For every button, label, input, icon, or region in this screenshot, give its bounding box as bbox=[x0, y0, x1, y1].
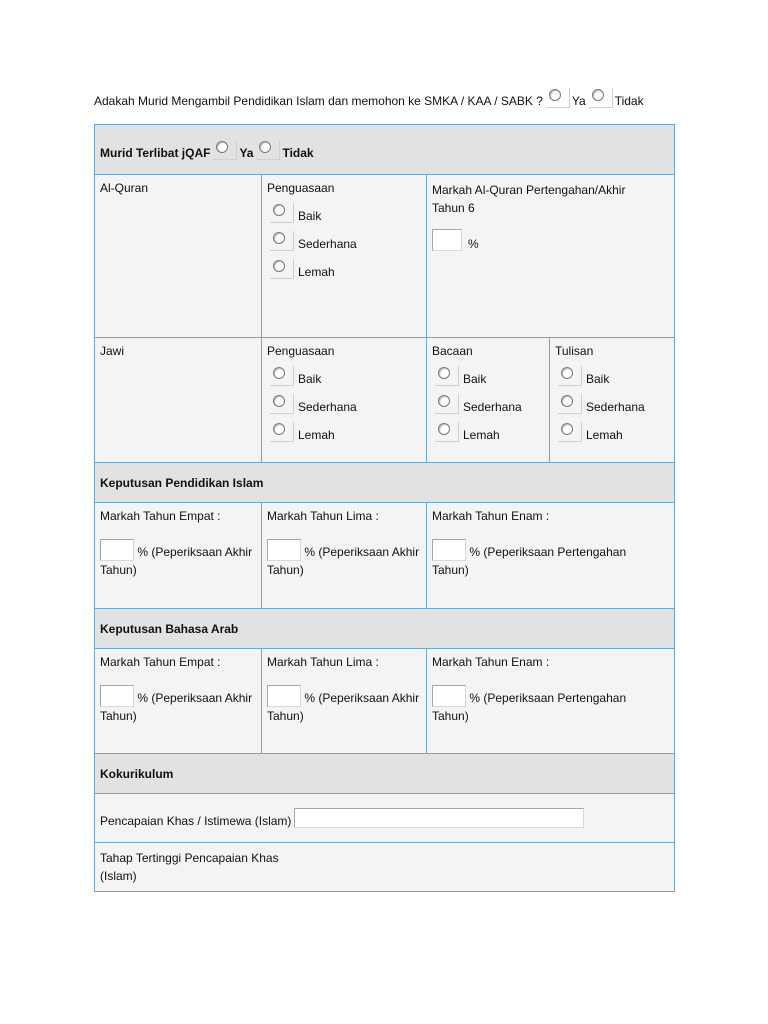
jawi-bacaan-sederhana-radio[interactable] bbox=[435, 394, 459, 414]
pi-tahun-lima-label: Markah Tahun Lima : bbox=[267, 509, 379, 523]
quran-penguasaan-label: Penguasaan bbox=[267, 181, 335, 195]
quran-baik-label: Baik bbox=[298, 209, 322, 223]
jawi-penguasaan-sederhana-label: Sederhana bbox=[298, 400, 357, 414]
smka-no-label: Tidak bbox=[614, 94, 644, 108]
jqaf-yes-radio[interactable] bbox=[213, 140, 237, 160]
smka-no-radio[interactable] bbox=[589, 88, 613, 108]
jqaf-label: Murid Terlibat jQAF bbox=[100, 145, 211, 160]
jqaf-row bbox=[95, 125, 675, 175]
jawi-tulisan-sederhana-label: Sederhana bbox=[586, 400, 645, 414]
jawi-tulisan-cell bbox=[550, 338, 675, 463]
pi-tahun-enam-note: % (Peperiksaan Pertengahan Tahun) bbox=[432, 545, 627, 577]
pi-tahun-empat-label: Markah Tahun Empat : bbox=[100, 509, 221, 523]
pi-tahun-empat-note: % (Peperiksaan Akhir Tahun) bbox=[100, 545, 253, 577]
jawi-tulisan-lemah-label: Lemah bbox=[586, 428, 623, 442]
quran-label: Al-Quran bbox=[95, 175, 262, 338]
quran-lemah-label: Lemah bbox=[298, 265, 335, 279]
jawi-penguasaan-label: Penguasaan bbox=[267, 344, 335, 358]
quran-markah-input[interactable] bbox=[432, 229, 462, 251]
quran-markah-label: Markah Al-Quran Pertengahan/Akhir Tahun 6 bbox=[432, 183, 626, 215]
jawi-penguasaan-baik-radio[interactable] bbox=[270, 366, 294, 386]
jawi-tulisan-sederhana-radio[interactable] bbox=[558, 394, 582, 414]
jawi-bacaan-lemah-radio[interactable] bbox=[435, 422, 459, 442]
pi-tahun-empat-input[interactable] bbox=[100, 539, 134, 561]
jawi-penguasaan-lemah-label: Lemah bbox=[298, 428, 335, 442]
pi-tahun-enam-cell bbox=[427, 503, 675, 609]
quran-sederhana-radio[interactable] bbox=[270, 231, 294, 251]
jqaf-yes-label: Ya bbox=[239, 145, 254, 160]
pendidikan-islam-heading: Keputusan Pendidikan Islam bbox=[95, 463, 675, 503]
quran-sederhana-label: Sederhana bbox=[298, 237, 357, 251]
tahap-tertinggi-cell bbox=[95, 843, 675, 892]
jawi-tulisan-lemah-radio[interactable] bbox=[558, 422, 582, 442]
jawi-label: Jawi bbox=[95, 338, 262, 463]
pi-tahun-enam-input[interactable] bbox=[432, 539, 466, 561]
bahasa-arab-heading: Keputusan Bahasa Arab bbox=[95, 609, 675, 649]
jawi-tulisan-baik-label: Baik bbox=[586, 372, 610, 386]
smka-question bbox=[94, 86, 644, 108]
ba-tahun-enam-label: Markah Tahun Enam : bbox=[432, 655, 550, 669]
jawi-bacaan-label: Bacaan bbox=[432, 344, 473, 358]
student-form-table bbox=[94, 124, 675, 892]
ba-tahun-empat-label: Markah Tahun Empat : bbox=[100, 655, 221, 669]
ba-tahun-lima-input[interactable] bbox=[267, 685, 301, 707]
jawi-penguasaan-sederhana-radio[interactable] bbox=[270, 394, 294, 414]
ba-tahun-empat-cell bbox=[95, 649, 262, 754]
ba-tahun-lima-note: % (Peperiksaan Akhir Tahun) bbox=[267, 691, 420, 723]
kokurikulum-heading: Kokurikulum bbox=[95, 754, 675, 794]
jqaf-no-label: Tidak bbox=[282, 145, 314, 160]
pi-tahun-lima-input[interactable] bbox=[267, 539, 301, 561]
smka-question-text: Adakah Murid Mengambil Pendidikan Islam dan memohon ke SMKA / KAA / SABK ? bbox=[94, 94, 543, 108]
quran-pct-label: % bbox=[468, 237, 479, 251]
tahap-tertinggi-label: Tahap Tertinggi Pencapaian Khas (Islam) bbox=[100, 851, 279, 883]
pencapaian-khas-label: Pencapaian Khas / Istimewa (Islam) bbox=[100, 814, 292, 828]
smka-yes-radio[interactable] bbox=[546, 88, 570, 108]
jawi-bacaan-cell bbox=[427, 338, 550, 463]
jawi-tulisan-label: Tulisan bbox=[555, 344, 594, 358]
pi-tahun-enam-label: Markah Tahun Enam : bbox=[432, 509, 550, 523]
jawi-penguasaan-cell bbox=[262, 338, 427, 463]
jawi-bacaan-baik-radio[interactable] bbox=[435, 366, 459, 386]
jawi-penguasaan-lemah-radio[interactable] bbox=[270, 422, 294, 442]
ba-tahun-lima-cell bbox=[262, 649, 427, 754]
jawi-penguasaan-baik-label: Baik bbox=[298, 372, 322, 386]
quran-baik-radio[interactable] bbox=[270, 203, 294, 223]
pi-tahun-lima-note: % (Peperiksaan Akhir Tahun) bbox=[267, 545, 420, 577]
ba-tahun-enam-cell bbox=[427, 649, 675, 754]
quran-markah-cell bbox=[427, 175, 675, 338]
smka-yes-label: Ya bbox=[571, 94, 586, 108]
jqaf-no-radio[interactable] bbox=[256, 140, 280, 160]
ba-tahun-enam-input[interactable] bbox=[432, 685, 466, 707]
ba-tahun-empat-note: % (Peperiksaan Akhir Tahun) bbox=[100, 691, 253, 723]
jawi-bacaan-sederhana-label: Sederhana bbox=[463, 400, 522, 414]
jawi-bacaan-lemah-label: Lemah bbox=[463, 428, 500, 442]
jawi-bacaan-baik-label: Baik bbox=[463, 372, 487, 386]
pi-tahun-empat-cell bbox=[95, 503, 262, 609]
ba-tahun-empat-input[interactable] bbox=[100, 685, 134, 707]
jawi-tulisan-baik-radio[interactable] bbox=[558, 366, 582, 386]
ba-tahun-lima-label: Markah Tahun Lima : bbox=[267, 655, 379, 669]
quran-penguasaan-cell bbox=[262, 175, 427, 338]
pencapaian-khas-input[interactable] bbox=[294, 808, 584, 828]
pi-tahun-lima-cell bbox=[262, 503, 427, 609]
pencapaian-khas-cell bbox=[95, 794, 675, 843]
ba-tahun-enam-note: % (Peperiksaan Pertengahan Tahun) bbox=[432, 691, 627, 723]
quran-lemah-radio[interactable] bbox=[270, 259, 294, 279]
